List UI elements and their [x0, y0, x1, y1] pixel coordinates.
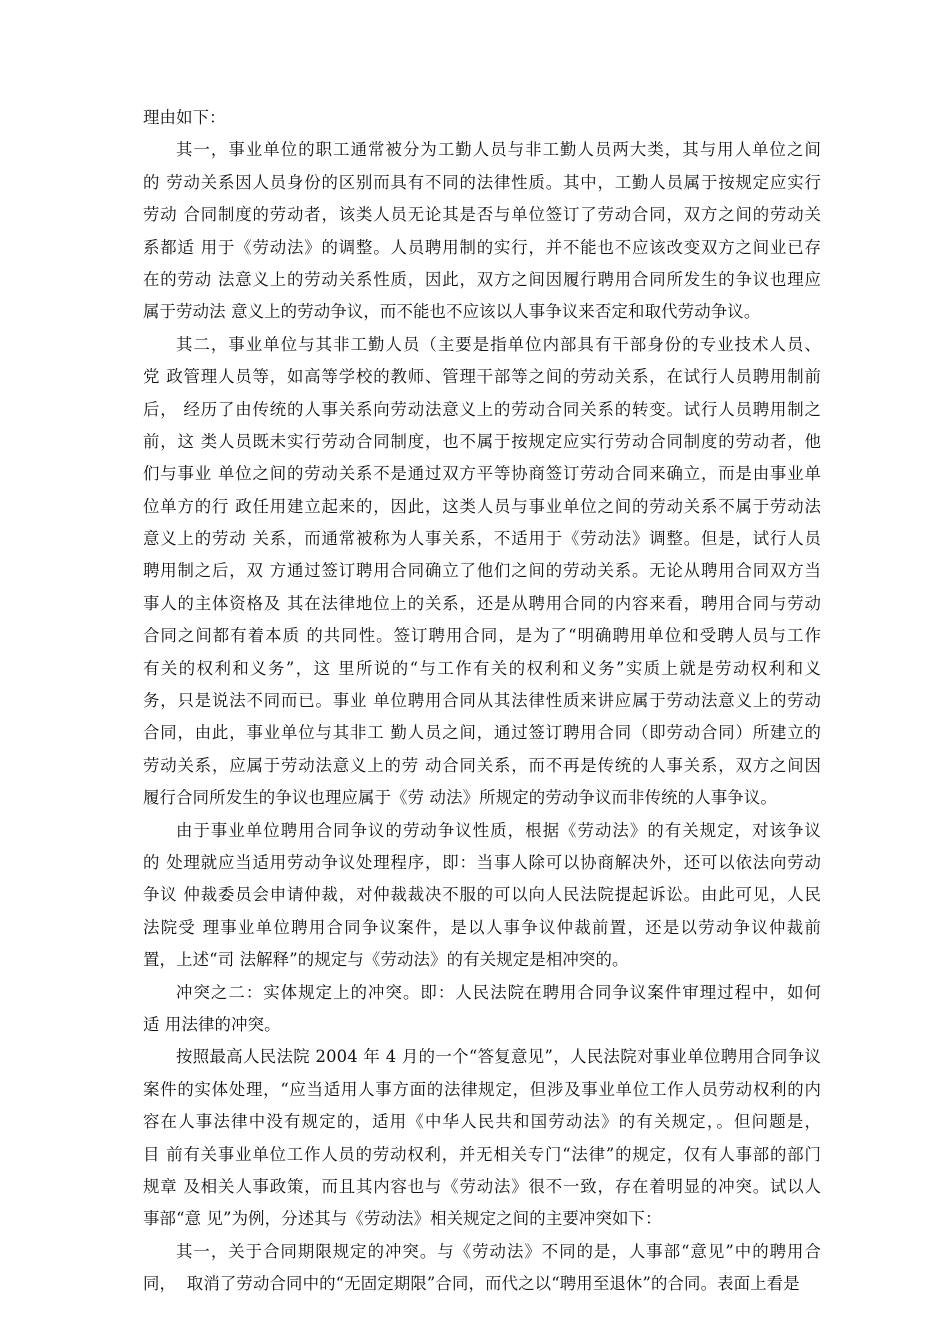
text-line: 事部“意 见”为例，分述其与《劳动法》相关规定之间的主要冲突如下： — [143, 1209, 662, 1229]
paragraph — [143, 1041, 821, 1235]
text-line: 前，这 类人员既未实行劳动合同制度，也不属于按规定应实行劳动合同制度的劳动者，他 — [143, 431, 821, 451]
text-line: 合同之间都有着本质 的共同性。签订聘用合同，是为了“明确聘用单位和受聘人员与工作 — [143, 626, 821, 646]
text-line: 其一，关于合同期限规定的冲突。与《劳动法》不同的是，人事部“意见”中的聘用合 — [176, 1241, 821, 1261]
paragraph — [143, 102, 821, 134]
text-line: 法院受 理事业单位聘用合同争议案件，是以人事争议仲裁前置，还是以劳动争议仲裁前 — [143, 917, 821, 937]
document-body — [143, 102, 821, 1300]
text-line: 规章 及相关人事政策，而且其内容也与《劳动法》很不一致，存在着明显的冲突。试以人 — [143, 1176, 821, 1196]
text-line: 位单方的行 政任用建立起来的，因此，这类人员与事业单位之间的劳动关系不属于劳动法 — [143, 496, 821, 516]
text-line: 理由如下： — [143, 108, 226, 127]
text-line: 目 前有关事业单位工作人员的劳动权利，并无相关专门“法律”的规定，仅有人事部的部门 — [143, 1144, 821, 1164]
text-line: 后， 经历了由传统的人事关系向劳动法意义上的劳动合同关系的转变。试行人员聘用制之 — [143, 399, 821, 419]
text-line: 属于劳动法 意义上的劳动争议，而不能也不应该以人事争议来否定和取代劳动争议。 — [143, 302, 761, 322]
text-line: 其二，事业单位与其非工勤人员（主要是指单位内部具有干部身份的专业技术人员、 — [176, 334, 821, 354]
text-line: 按照最高人民法院 2004 年 4 月的一个“答复意见”，人民法院对事业单位聘用合同争议 — [176, 1047, 821, 1067]
text-line: 同， 取消了劳动合同中的“无固定期限”合同，而代之以“聘用至退休”的合同。表面上看是 — [143, 1274, 800, 1294]
paragraph — [143, 134, 821, 328]
text-line: 容在人事法律中没有规定的，适用《中华人民共和国劳动法》的有关规定，。但问题是， — [143, 1112, 821, 1132]
text-line: 意义上的劳动 关系，而通常被称为人事关系，不适用于《劳动法》调整。但是，试行人员 — [143, 529, 821, 549]
text-line: 置，上述“司 法解释”的规定与《劳动法》的有关规定是相冲突的。 — [143, 950, 629, 970]
text-line: 劳动关系，应属于劳动法意义上的劳 动合同关系，而不再是传统的人事关系，双方之间因 — [143, 755, 821, 775]
text-line: 履行合同所发生的争议也理应属于《劳 动法》所规定的劳动争议而非传统的人事争议。 — [143, 788, 777, 808]
paragraph — [143, 329, 821, 815]
text-line: 务，只是说法不同而已。事业 单位聘用合同从其法律性质来讲应属于劳动法意义上的劳动 — [143, 691, 821, 711]
text-line: 有关的权利和义务”，这 里所说的“与工作有关的权利和义务”实质上就是劳动权利和义 — [143, 658, 821, 678]
paragraph — [143, 1236, 821, 1301]
text-line: 冲突之二：实体规定上的冲突。即：人民法院在聘用合同争议案件审理过程中，如何 — [176, 982, 821, 1002]
text-line: 在的劳动 法意义上的劳动关系性质，因此，双方之间因履行聘用合同所发生的争议也理应 — [143, 269, 821, 289]
text-line: 劳动 合同制度的劳动者，该类人员无论其是否与单位签订了劳动合同，双方之间的劳动关 — [143, 205, 821, 225]
text-line: 案件的实体处理，“应当适用人事方面的法律规定，但涉及事业单位工作人员劳动权利的内 — [143, 1079, 821, 1099]
text-line: 聘用制之后，双 方通过签订聘用合同确立了他们之间的劳动关系。无论从聘用合同双方当 — [143, 561, 821, 581]
text-line: 合同，由此，事业单位与其非工 勤人员之间，通过签订聘用合同（即劳动合同）所建立的 — [143, 723, 821, 743]
text-line: 党 政管理人员等，如高等学校的教师、管理干部等之间的劳动关系，在试行人员聘用制前 — [143, 367, 821, 387]
paragraph — [143, 815, 821, 977]
text-line: 们与事业 单位之间的劳动关系不是通过双方平等协商签订劳动合同来确立，而是由事业单 — [143, 464, 821, 484]
text-line: 其一，事业单位的职工通常被分为工勤人员与非工勤人员两大类，其与用人单位之间 — [176, 140, 821, 160]
text-line: 适 用法律的冲突。 — [143, 1014, 281, 1034]
text-line: 的 劳动关系因人员身份的区别而具有不同的法律性质。其中，工勤人员属于按规定应实行 — [143, 172, 821, 192]
text-line: 的 处理就应当适用劳动争议处理程序，即：当事人除可以协商解决外，还可以依法向劳动 — [143, 852, 821, 872]
paragraph — [143, 977, 821, 1042]
text-line: 由于事业单位聘用合同争议的劳动争议性质，根据《劳动法》的有关规定，对该争议 — [176, 820, 821, 840]
text-line: 争议 仲裁委员会申请仲裁，对仲裁裁决不服的可以向人民法院提起诉讼。由此可见，人民 — [143, 885, 821, 905]
text-line: 系都适 用于《劳动法》的调整。人员聘用制的实行，并不能也不应该改变双方之间业已存 — [143, 237, 821, 257]
text-line: 事人的主体资格及 其在法律地位上的关系，还是从聘用合同的内容来看，聘用合同与劳动 — [143, 593, 821, 613]
